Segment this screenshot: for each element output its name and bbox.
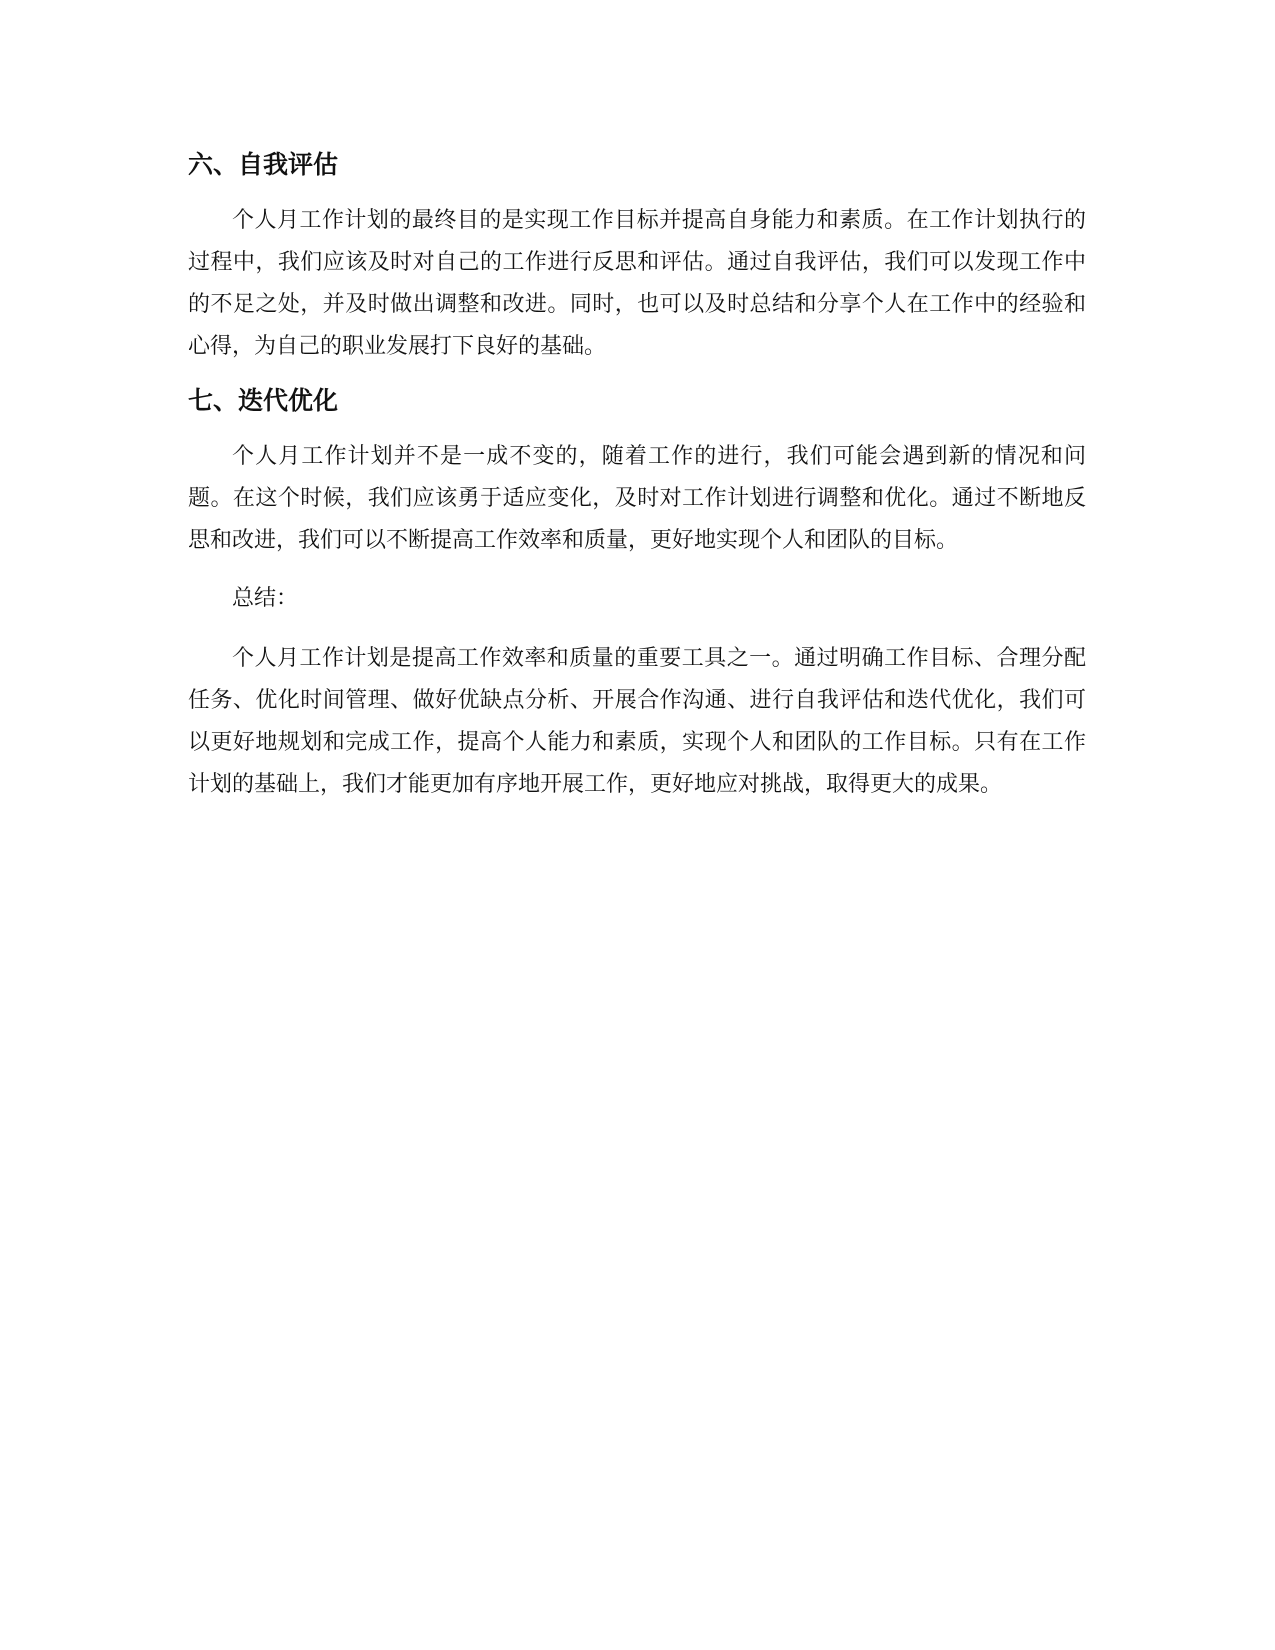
section-body-self-assessment: 个人月工作计划的最终目的是实现工作目标并提高自身能力和素质。在工作计划执行的过程中，我们应该及时对自己的工作进行反思和评估。通过自我评估，我们可以发现工作中的不足之处，并及时做出调整和改进。同时，也可以及时总结和分享个人在工作中的经验和心得，为自己的职业发展打下良好的基础。 xyxy=(188,208,1086,359)
section-body-iterative-optimization: 个人月工作计划并不是一成不变的，随着工作的进行，我们可能会遇到新的情况和问题。在这个时候，我们应该勇于适应变化，及时对工作计划进行调整和优化。通过不断地反思和改进，我们可以不断提高工作效率和质量，更好地实现个人和团队的目标。 xyxy=(188,444,1086,553)
document-content xyxy=(188,148,1086,822)
summary-label: 总结： xyxy=(232,586,299,611)
section-heading-self-assessment: 六、自我评估 xyxy=(188,150,339,179)
summary-body: 个人月工作计划是提高工作效率和质量的重要工具之一。通过明确工作目标、合理分配任务、优化时间管理、做好优缺点分析、开展合作沟通、进行自我评估和迭代优化，我们可以更好地规划和完成工作，提高个人能力和素质，实现个人和团队的工作目标。只有在工作计划的基础上，我们才能更加有序地开展工作，更好地应对挑战，取得更大的成果。 xyxy=(188,646,1086,797)
section-heading-iterative-optimization: 七、迭代优化 xyxy=(188,386,339,415)
